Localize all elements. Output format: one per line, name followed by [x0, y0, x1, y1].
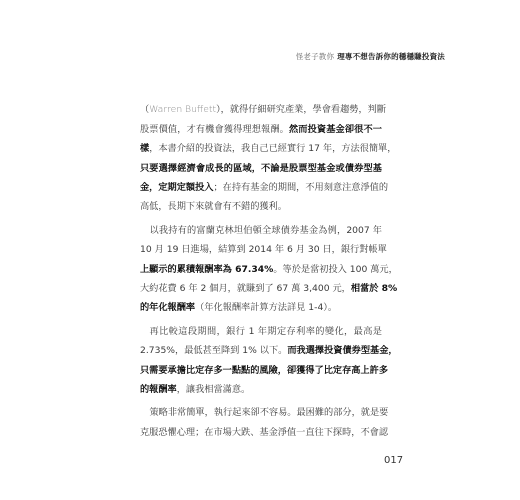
text-line: [140, 120, 382, 139]
page-number: 017: [384, 455, 404, 466]
text-line: [140, 403, 389, 422]
book-series-label: 怪老子教你: [295, 52, 335, 61]
text-line: [140, 139, 397, 158]
text-segment: 再比較這段期間，銀行 1 年期定存利率的變化，最高是: [149, 325, 382, 337]
text-line: [140, 240, 387, 259]
text-segment: 10 月 19 日進場，結算到 2014 年 6 月 30 日，銀行對帳單: [140, 244, 387, 256]
text-segment: 大約花費 6 年 2 個月，就賺到了 67 萬 3,400 元，: [140, 282, 351, 294]
text-segment: Warren Buffett: [149, 104, 217, 116]
text-line: [140, 260, 398, 279]
emphasized-text: 樣: [140, 143, 150, 155]
emphasized-text: 的報酬率: [140, 383, 177, 395]
paragraph: [140, 100, 397, 216]
text-segment: （: [140, 104, 150, 116]
text-segment: 以我持有的富蘭克林坦伯頓全球債券基金為例，2007 年: [149, 224, 382, 236]
emphasized-text: 只要選擇經濟會成長的區域，不論是股票型基金或債券型基: [140, 162, 382, 174]
emphasized-text: 而我選擇投資債券型基金，: [287, 345, 398, 357]
text-line: [140, 380, 382, 399]
text-segment: ），就得仔細研究產業，學會看趨勢，判斷: [216, 104, 387, 116]
emphasized-text: 然而投資基金卻很不一: [289, 123, 382, 135]
text-line: [140, 221, 382, 240]
text-line: [140, 341, 398, 360]
text-line: [140, 178, 389, 197]
text-line: [140, 322, 382, 341]
emphasized-text: 上顯示的累積報酬率為 67.34%: [140, 263, 274, 275]
emphasized-text: 金，定期定額投入: [140, 181, 214, 193]
text-line: [140, 100, 387, 119]
body-text: [140, 100, 398, 442]
text-segment: 。等於是當初投入 100 萬元，: [273, 263, 398, 275]
running-header: [296, 52, 445, 62]
text-line: [140, 197, 382, 216]
text-segment: 股票價值，才有機會獲得理想報酬。: [140, 123, 289, 135]
text-segment: 策略非常簡單，執行起來卻不容易。最困難的部分，就是要: [149, 407, 389, 419]
text-line: [140, 361, 389, 380]
text-segment: 克服恐懼心理；在市場大跌、基金淨值一直往下探時，不會認: [140, 426, 389, 438]
text-line: [140, 423, 389, 442]
paragraph: [140, 322, 398, 400]
text-segment: 2.735%，最低甚至降到 1% 以下。: [140, 345, 288, 357]
paragraph: [140, 403, 389, 442]
emphasized-text: 相當於 8%: [350, 282, 398, 294]
text-segment: ，讓我相當滿意。: [176, 383, 251, 395]
text-line: [140, 298, 382, 317]
text-line: [140, 279, 398, 298]
text-segment: ，本書介紹的投資法，我自己已經實行 17 年，方法很簡單，: [149, 143, 397, 155]
emphasized-text: 的年化報酬率: [140, 302, 196, 314]
emphasized-text: 只需要承擔比定存多一點點的風險，卻獲得了比定存高上許多: [140, 364, 389, 376]
text-segment: 高低，長期下來就會有不錯的獲利。: [140, 201, 287, 213]
paragraph: [140, 221, 398, 318]
text-segment: ；在持有基金的期間，不用刻意注意淨值的: [213, 181, 389, 193]
text-line: [140, 159, 382, 178]
text-segment: （年化報酬率計算方法詳見 1-4）。: [195, 302, 338, 314]
book-title: 理專不想告訴你的穩穩賺投資法: [337, 52, 445, 61]
